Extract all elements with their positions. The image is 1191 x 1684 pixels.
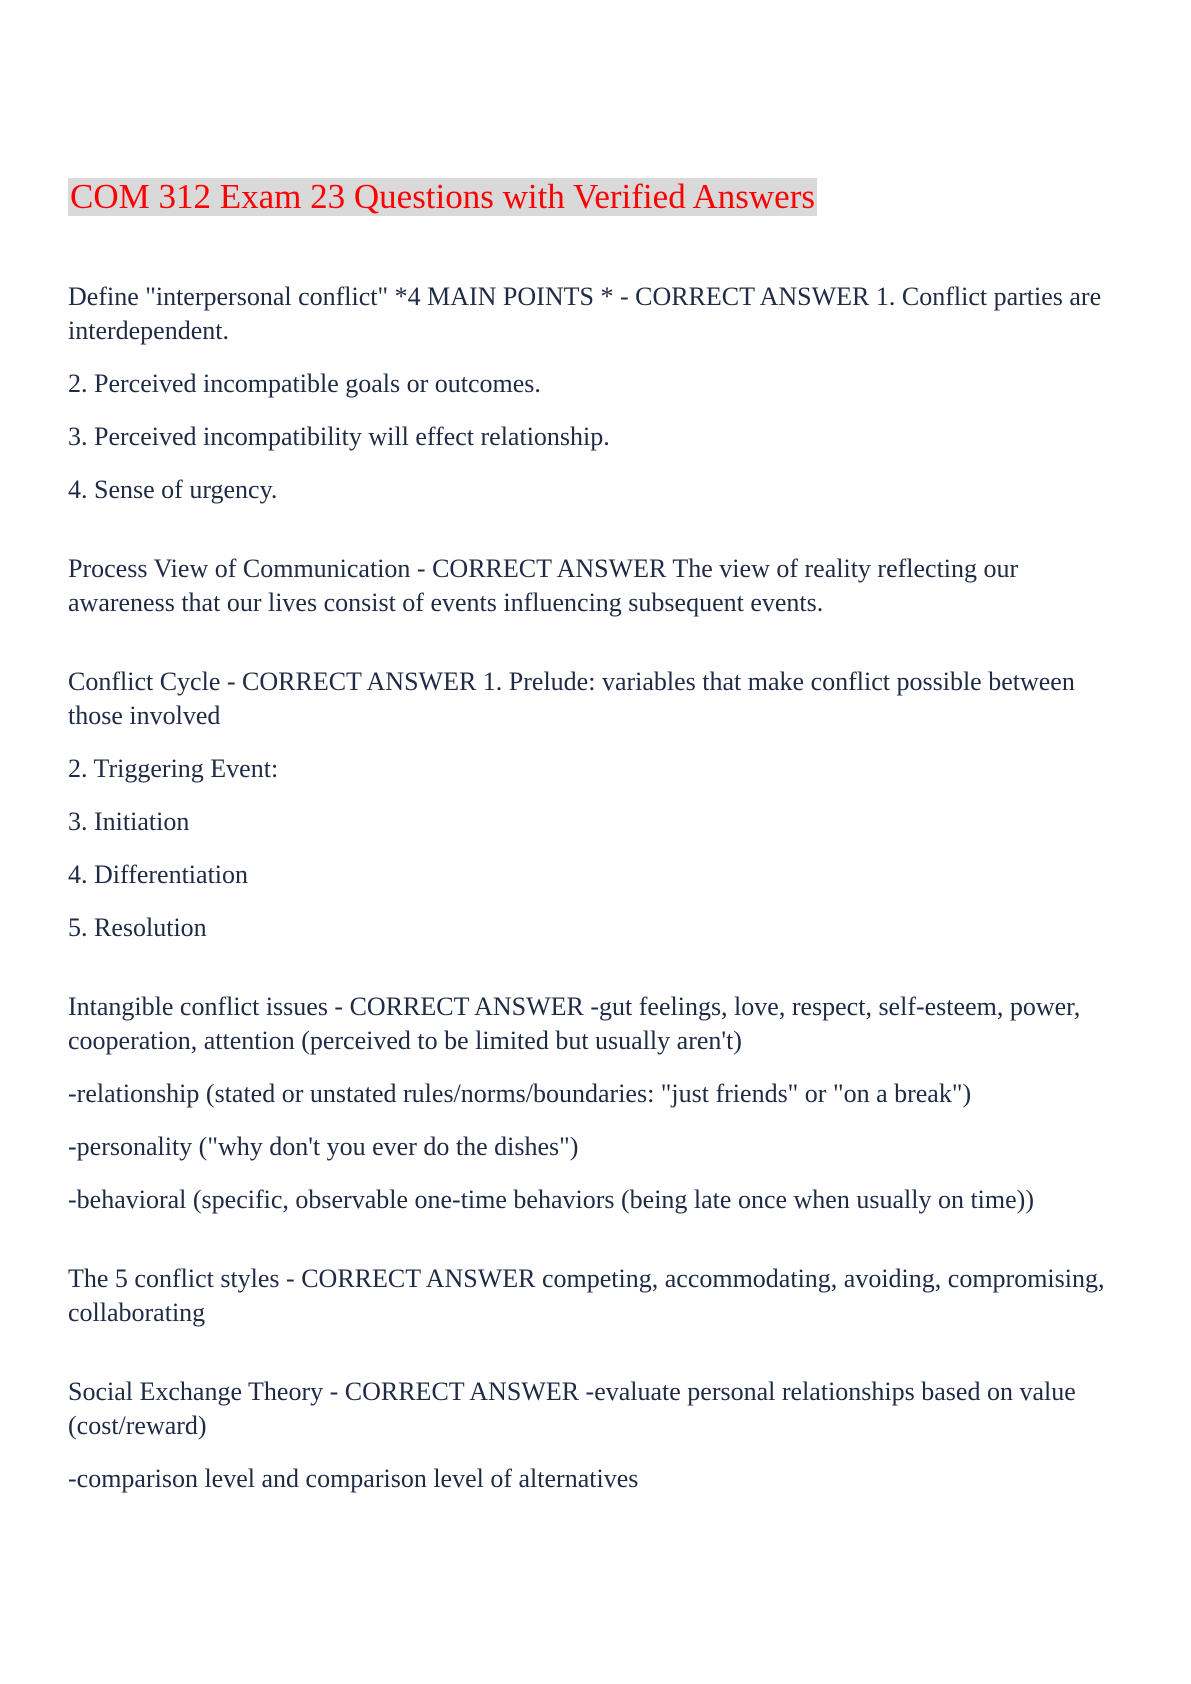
qa-paragraph: The 5 conflict styles - CORRECT ANSWER competing, accommodating, avoiding, compromising, collaborating xyxy=(68,1264,1105,1327)
qa-paragraph: 3. Perceived incompatibility will effect relationship. xyxy=(68,422,610,451)
qa-paragraph: Conflict Cycle - CORRECT ANSWER 1. Prelude: variables that make conflict possible between those involved xyxy=(68,667,1075,730)
document-title: COM 312 Exam 23 Questions with Verified Answers xyxy=(70,177,815,216)
qa-item-process-view xyxy=(68,552,1128,620)
qa-list xyxy=(68,280,1128,1541)
qa-paragraph: 4. Differentiation xyxy=(68,860,249,889)
qa-item-intangible-conflict-issues xyxy=(68,990,1128,1217)
qa-paragraph: Process View of Communication - CORRECT ANSWER The view of reality reflecting our awareness that our lives consist of events influencing subsequent events. xyxy=(68,554,1019,617)
qa-paragraph: 2. Perceived incompatible goals or outcomes. xyxy=(68,369,541,398)
qa-paragraph: -behavioral (specific, observable one-time behaviors (being late once when usually on time)) xyxy=(68,1185,1034,1214)
qa-paragraph: 2. Triggering Event: xyxy=(68,754,279,783)
qa-paragraph: -comparison level and comparison level of alternatives xyxy=(68,1464,639,1493)
qa-paragraph: Social Exchange Theory - CORRECT ANSWER -evaluate personal relationships based on value (cost/reward) xyxy=(68,1377,1076,1440)
qa-item-interpersonal-conflict xyxy=(68,280,1128,507)
qa-paragraph: Define "interpersonal conflict" *4 MAIN POINTS * - CORRECT ANSWER 1. Conflict parties are interdependent. xyxy=(68,282,1102,345)
qa-paragraph: 4. Sense of urgency. xyxy=(68,475,278,504)
qa-item-conflict-cycle xyxy=(68,665,1128,945)
qa-paragraph: -relationship (stated or unstated rules/norms/boundaries: "just friends" or "on a break") xyxy=(68,1079,972,1108)
qa-item-conflict-styles xyxy=(68,1262,1128,1330)
qa-item-social-exchange-theory xyxy=(68,1375,1128,1496)
qa-paragraph: 5. Resolution xyxy=(68,913,207,942)
qa-paragraph: 3. Initiation xyxy=(68,807,190,836)
qa-paragraph: -personality ("why don't you ever do the dishes") xyxy=(68,1132,579,1161)
qa-paragraph: Intangible conflict issues - CORRECT ANSWER -gut feelings, love, respect, self-esteem, power, cooperation, attention (perceived to be limited but usually aren't) xyxy=(68,992,1081,1055)
